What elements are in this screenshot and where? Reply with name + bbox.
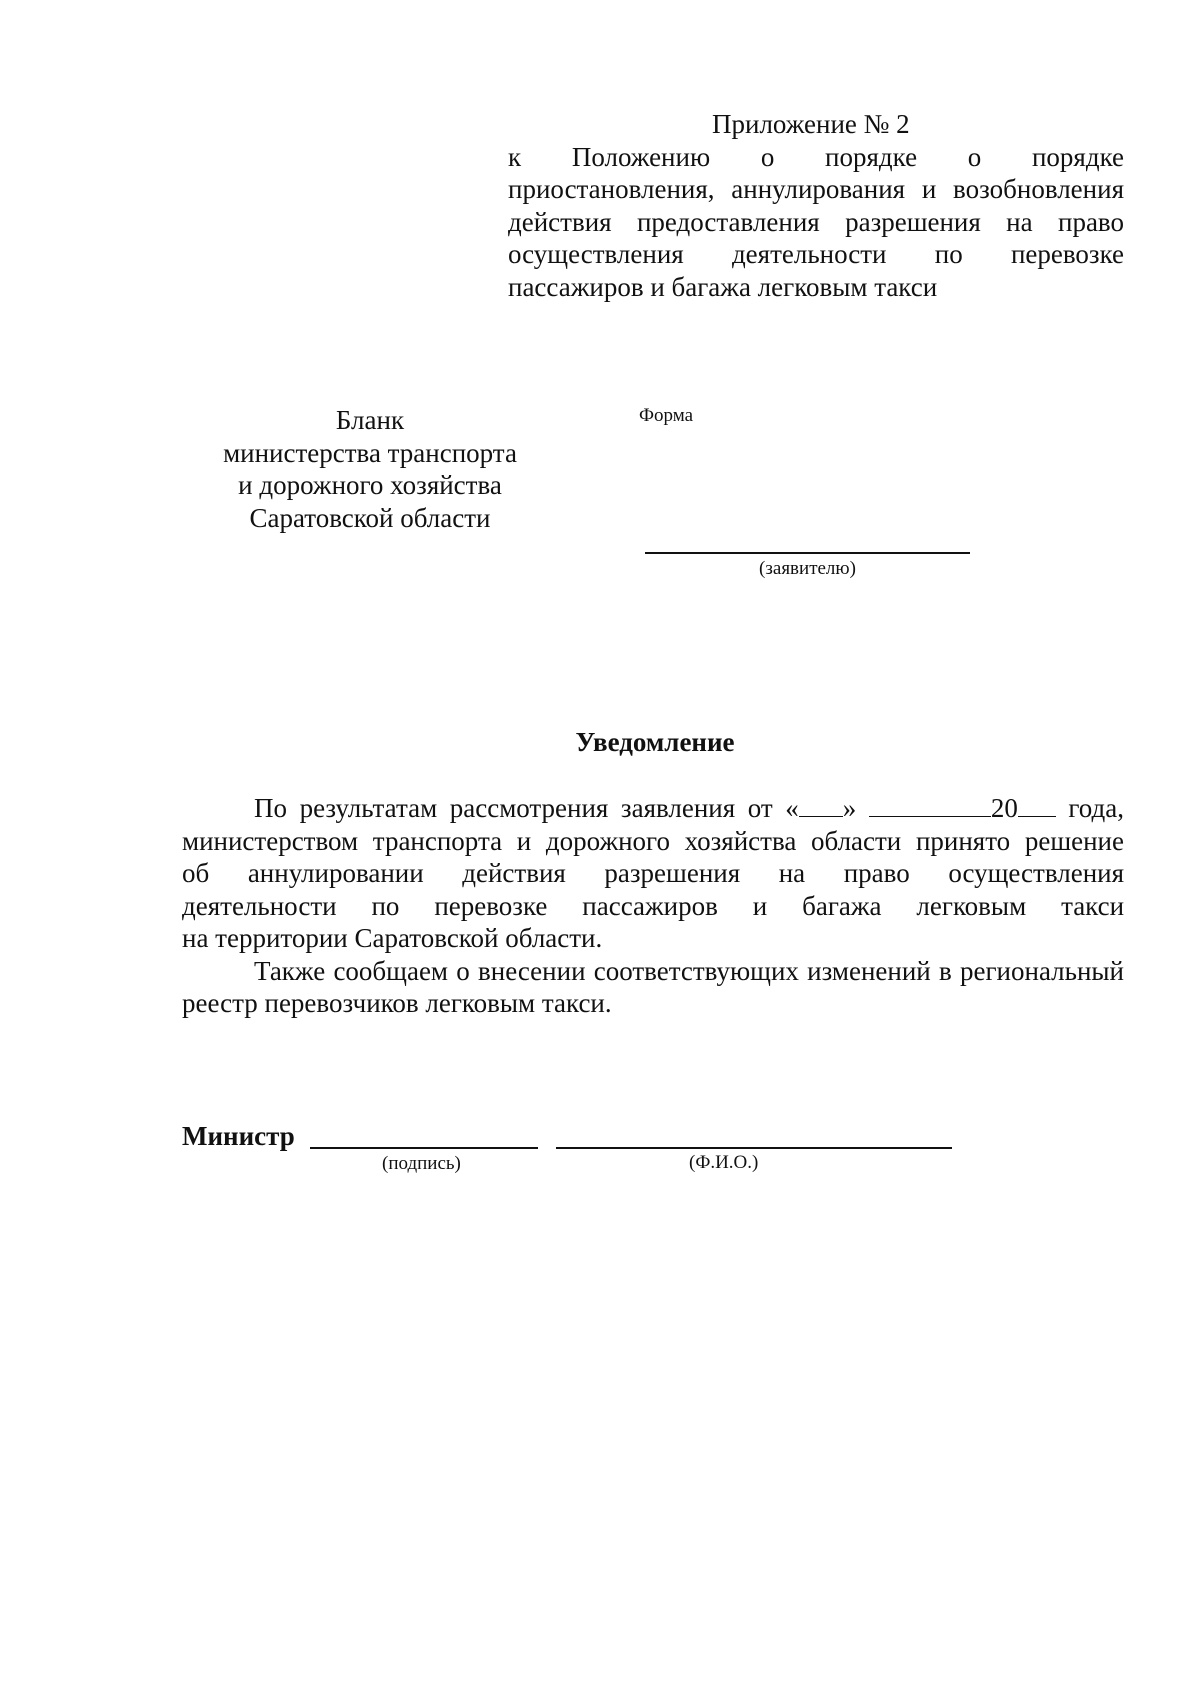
body-word: такси (1061, 890, 1125, 921)
applicant-field-line[interactable] (645, 552, 970, 554)
appendix-number: Приложение № 2 (712, 109, 910, 139)
body-word: об (182, 858, 210, 888)
body-line: министерством транспорта и дорожного хозяйства области принято решение (182, 825, 1124, 856)
appendix-word: осуществления (508, 239, 684, 269)
appendix-word: о (760, 141, 775, 172)
appendix-word: порядке (825, 141, 918, 172)
body-word: действия (462, 858, 566, 888)
body-line: Также сообщаем о внесении соответствующих изменений в региональный (254, 955, 1124, 986)
body-word: аннулировании (247, 858, 424, 888)
applicant-caption: (заявителю) (759, 558, 856, 579)
appendix-line (508, 238, 1124, 271)
appendix-word: деятельности (731, 239, 887, 269)
appendix-word: порядке (1031, 141, 1125, 172)
appendix-header (508, 108, 1124, 303)
appendix-word: перевозке (1010, 239, 1125, 269)
body-word: осуществления (948, 858, 1125, 888)
minister-label: Министр (182, 1121, 295, 1151)
body-word: перевозке (434, 890, 548, 921)
body-word: по (371, 890, 400, 921)
body-text-segment: » (842, 793, 857, 823)
signature-field-line[interactable] (310, 1147, 538, 1149)
date-year-blank[interactable] (1018, 792, 1056, 817)
body-word: легковым (916, 890, 1027, 921)
appendix-line: приостановления, аннулирования и возобновления (508, 174, 1124, 204)
signature-caption: (подпись) (382, 1153, 461, 1174)
form-label: Форма (639, 405, 694, 426)
body-text-segment: По результатам рассмотрения заявления от « (254, 793, 799, 823)
appendix-word: Положению (571, 141, 711, 172)
letterhead-line: Бланк (335, 405, 405, 435)
letterhead-line: Саратовской области (249, 502, 491, 533)
appendix-word: о (967, 141, 982, 172)
date-day-blank[interactable] (799, 792, 843, 817)
appendix-word: по (934, 239, 963, 269)
body-word: разрешения (604, 858, 741, 888)
appendix-word: к (508, 141, 522, 172)
body-line: реестр перевозчиков легковым такси. (182, 988, 612, 1018)
date-month-blank[interactable] (869, 792, 991, 817)
body-word: право (843, 858, 910, 888)
ministry-letterhead (180, 404, 560, 534)
name-field-line[interactable] (556, 1147, 952, 1149)
body-word: багажа (802, 890, 882, 921)
body-word: на (778, 858, 806, 888)
body-text-segment: 20 (990, 793, 1018, 823)
body-word: и (752, 890, 768, 921)
body-text-segment: года, (1068, 793, 1125, 823)
body-word: деятельности (182, 890, 337, 921)
letterhead-line: и дорожного хозяйства (238, 470, 502, 500)
appendix-line: пассажиров и багажа легковым такси (508, 271, 938, 302)
body-line: на территории Саратовской области. (182, 923, 603, 953)
appendix-line: действия предоставления разрешения на право (508, 206, 1124, 237)
body-line (182, 792, 1124, 825)
signature-block (182, 1120, 982, 1180)
appendix-line (508, 141, 1124, 174)
body-word: пассажиров (582, 890, 718, 921)
notice-body (182, 792, 1124, 1020)
notice-title: Уведомление (575, 727, 735, 757)
name-caption: (Ф.И.О.) (689, 1152, 759, 1173)
body-line (182, 857, 1124, 890)
body-line (182, 890, 1124, 923)
letterhead-line: министерства транспорта (223, 437, 517, 468)
